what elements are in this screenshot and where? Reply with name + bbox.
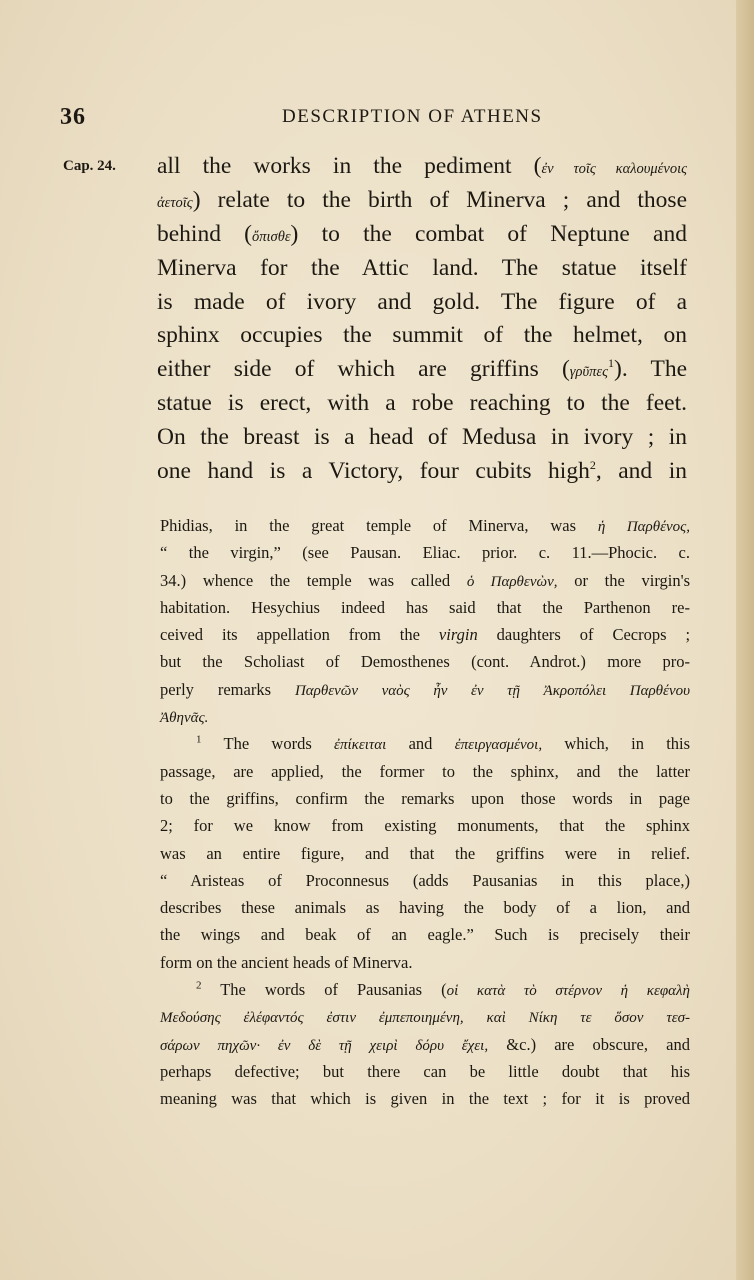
footnote-number: 2 bbox=[196, 979, 202, 992]
text-line: ἀετοῖς) relate to the birth of Minerva ; and those bbox=[157, 186, 687, 213]
footnote-line: the wings and beak of an eagle.” Such is precisely their bbox=[160, 925, 690, 945]
footnote-ref: 1 bbox=[608, 356, 614, 371]
footnote-line: passage, are applied, the former to the sphinx, and the latter bbox=[160, 761, 690, 781]
footnote-line: meaning was that which is given in the text ; for it is proved bbox=[160, 1089, 690, 1109]
footnote-line: but the Scholiast of Demosthenes (cont. Androt.) more pro- bbox=[160, 652, 690, 672]
page-number: 36 bbox=[60, 104, 86, 130]
footnote-line: perhaps defective; but there can be little doubt that his bbox=[160, 1061, 690, 1081]
footnote-line: σάρων πηχῶν· ἐν δὲ τῇ χειρὶ δόρυ ἔχει, &c.) are obscure, and bbox=[160, 1034, 690, 1054]
footnote-line: 34.) whence the temple was called ὁ Παρθενὼν, or the virgin's bbox=[160, 570, 690, 590]
text-line: behind (ὄπισθε) to the combat of Neptune and bbox=[157, 220, 687, 247]
footnote-line: $^1$ The words ἐπίκειται and ἐπειργασμένοι, which, in this bbox=[196, 733, 691, 754]
footnote-line: Ἀθηνᾶς. bbox=[160, 710, 209, 727]
footnote-line: perly remarks Παρθενῶν ναὸς ἦν ἐν τῇ Ἀκροπόλει Παρθένου bbox=[160, 679, 690, 699]
footnote-line: habitation. Hesychius indeed has said that the Parthenon re- bbox=[160, 597, 690, 617]
footnote-ref: 2 bbox=[589, 458, 596, 473]
text-line: sphinx occupies the summit of the helmet, on bbox=[157, 322, 687, 349]
text-line: Minerva for the Attic land. The statue itself bbox=[157, 254, 687, 281]
footnote-line: form on the ancient heads of Minerva. bbox=[160, 952, 413, 972]
footnote-line: to the griffins, confirm the remarks upon those words in page bbox=[160, 788, 690, 808]
page-edge bbox=[736, 0, 754, 1280]
footnote-line: Μεδούσης ἐλέφαντός ἐστιν ἐμπεποιημένη, καὶ Νίκη τε ὅσον τεσ- bbox=[160, 1010, 690, 1027]
footnote-line: “ the virgin,” (see Pausan. Eliac. prior. c. 11.—Phocic. c. bbox=[160, 543, 690, 563]
footnote-line: was an entire figure, and that the griffins were in relief. bbox=[160, 843, 690, 863]
text-line: either side of which are griffins (γρῦπες$^1$). The bbox=[157, 356, 688, 383]
text-line: statue is erect, with a robe reaching to the feet. bbox=[157, 390, 687, 417]
footnote-line: describes these animals as having the body of a lion, and bbox=[160, 898, 690, 918]
footnote-line: “ Aristeas of Proconnesus (adds Pausanias in this place,) bbox=[160, 870, 690, 890]
footnote-number: 1 bbox=[196, 733, 202, 746]
footnote-line: 2; for we know from existing monuments, that the sphinx bbox=[160, 816, 690, 836]
footnote-line: $^2$ The words of Pausanias (οἱ κατὰ τὸ στέρνον ἡ κεφαλὴ bbox=[196, 979, 690, 1000]
main-text bbox=[157, 150, 687, 489]
page-header bbox=[60, 100, 690, 136]
footnote-line: Phidias, in the great temple of Minerva, was ἡ Παρθένος, bbox=[160, 516, 690, 535]
footnotes bbox=[160, 512, 690, 1113]
text-line: On the breast is a head of Medusa in ivory ; in bbox=[157, 424, 687, 451]
margin-note: Cap. 24. bbox=[63, 158, 116, 174]
text-line: all the works in the pediment (ἐν τοῖς καλουμένοις bbox=[157, 153, 687, 179]
footnote-line: ceived its appellation from the virgin daughters of Cecrops ; bbox=[160, 625, 691, 645]
text-line: one hand is a Victory, four cubits high$^2$, and in bbox=[157, 458, 688, 485]
text-line: is made of ivory and gold. The figure of a bbox=[157, 288, 687, 315]
running-head: DESCRIPTION OF ATHENS bbox=[282, 106, 543, 127]
